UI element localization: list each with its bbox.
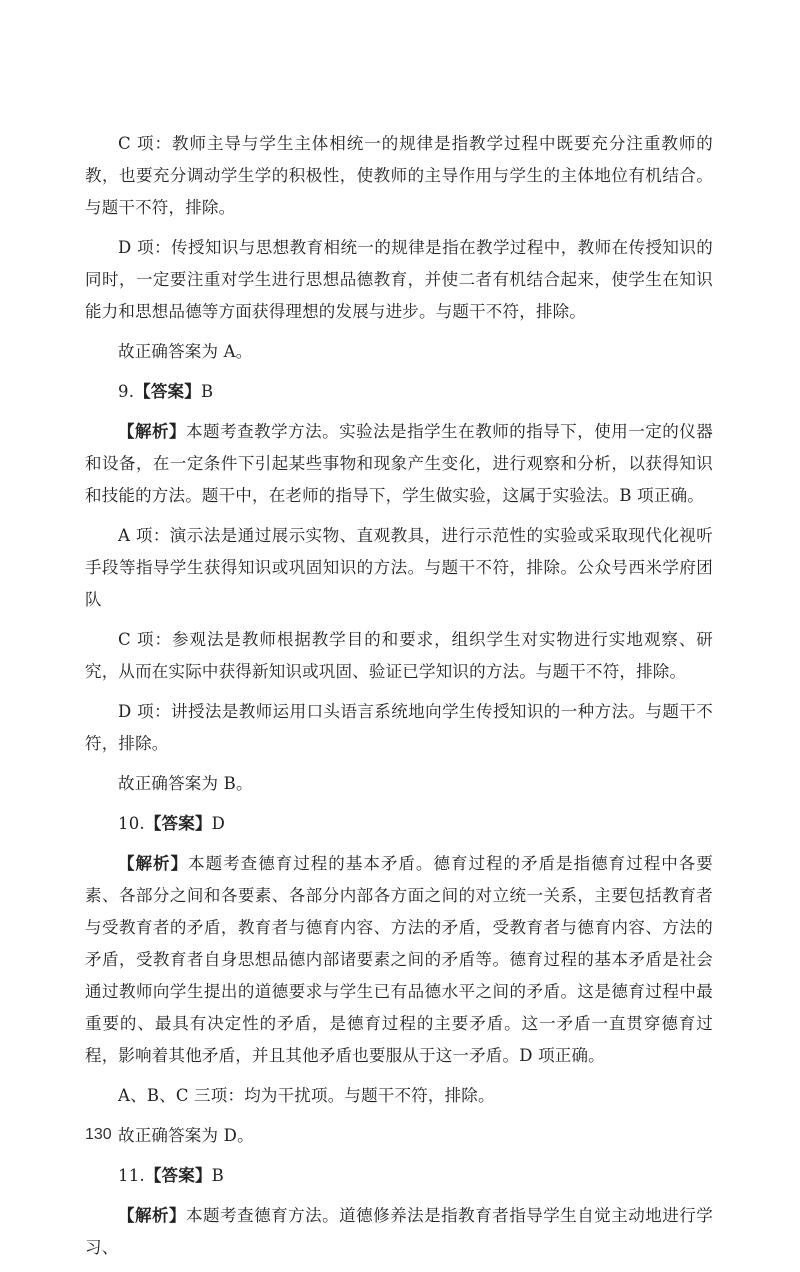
paragraph-text: 本题考查德育过程的基本矛盾。德育过程的矛盾是指德育过程中各要素、各部分之间和各要素、各部分内部各方面之间的对立统一关系，主要包括教育者与受教育者的矛盾，教育者与德育内容、方法的矛盾，受教育者与德育内容、方法的矛盾，受教育者自身思想品德内部诸要素之间的矛盾等。德育过程的基本矛盾是社会通过教师向学生提出的道德要求与学生已有品德水平之间的矛盾。这是德育过程中最重要的、最具有决定性的矛盾，是德育过程的主要矛盾。这一矛盾一直贯穿德育过程，影响着其他矛盾，并且其他矛盾也要服从于这一矛盾。D 项正确。 — [85, 854, 714, 1065]
paragraph-text: A 项：演示法是通过展示实物、直观教具，进行示范性的实验或采取现代化视听手段等指导学生获得知识或巩固知识的方法。与题干不符，排除。公众号西米学府团队 — [85, 526, 713, 609]
page-content — [85, 128, 713, 1272]
paragraph-answer-summary — [85, 336, 713, 368]
paragraph-c-option — [85, 128, 713, 224]
analysis-paragraph — [85, 848, 713, 1072]
analysis-tag: 【解析】 — [118, 1206, 187, 1225]
paragraph-answer-summary — [85, 1120, 713, 1152]
answer-value: B — [211, 1166, 224, 1185]
answer-tag: 【答案】 — [144, 814, 212, 833]
analysis-tag: 【解析】 — [118, 854, 189, 873]
answer-value: B — [200, 382, 214, 401]
paragraph-abc-options — [85, 1080, 713, 1112]
paragraph-text: C 项：教师主导与学生主体相统一的规律是指教学过程中既要充分注重教师的教，也要充分调动学生学的积极性，使教师的主导作用与学生的主体地位有机结合。与题干不符，排除。 — [85, 134, 713, 217]
page-number: 130 — [85, 1126, 112, 1143]
paragraph-text: 故正确答案为 A。 — [118, 342, 253, 361]
paragraph-c-option — [85, 624, 713, 688]
paragraph-answer-summary — [85, 768, 713, 800]
question-answer-header — [85, 808, 713, 840]
paragraph-d-option — [85, 696, 713, 760]
paragraph-text: 本题考查教学方法。实验法是指学生在教师的指导下，使用一定的仪器和设备，在一定条件下引起某些事物和现象产生变化，进行观察和分析，以获得知识和技能的方法。题干中，在老师的指导下，学生做实验，这属于实验法。B 项正确。 — [85, 422, 713, 505]
paragraph-text: 本题考查德育方法。道德修养法是指教育者指导学生自觉主动地进行学习、 — [85, 1206, 713, 1257]
paragraph-text: D 项：传授知识与思想教育相统一的规律是指在教学过程中，教师在传授知识的同时，一定要注重对学生进行思想品德教育，并使二者有机结合起来，使学生在知识能力和思想品德等方面获得理想的发展与进步。与题干不符，排除。 — [85, 238, 713, 321]
question-number: 11. — [118, 1166, 145, 1185]
answer-tag: 【答案】 — [134, 382, 201, 401]
question-answer-header — [85, 1160, 713, 1192]
question-number: 9. — [118, 382, 135, 401]
analysis-tag: 【解析】 — [118, 422, 187, 441]
answer-value: D — [211, 814, 226, 833]
analysis-paragraph — [85, 416, 713, 512]
analysis-paragraph — [85, 1200, 713, 1264]
answer-tag: 【答案】 — [144, 1166, 212, 1185]
paragraph-text: D 项：讲授法是教师运用口头语言系统地向学生传授知识的一种方法。与题干不符，排除。 — [85, 702, 713, 753]
question-number: 10. — [118, 814, 145, 833]
paragraph-d-option — [85, 232, 713, 328]
paragraph-text: A、B、C 三项：均为干扰项。与题干不符，排除。 — [118, 1086, 495, 1105]
paragraph-text: 故正确答案为 B。 — [118, 774, 253, 793]
paragraph-text: C 项：参观法是教师根据教学目的和要求，组织学生对实物进行实地观察、研究，从而在实际中获得新知识或巩固、验证已学知识的方法。与题干不符，排除。 — [85, 630, 713, 681]
paragraph-a-option — [85, 520, 713, 616]
paragraph-text: 故正确答案为 D。 — [118, 1126, 254, 1145]
question-answer-header — [85, 376, 713, 408]
